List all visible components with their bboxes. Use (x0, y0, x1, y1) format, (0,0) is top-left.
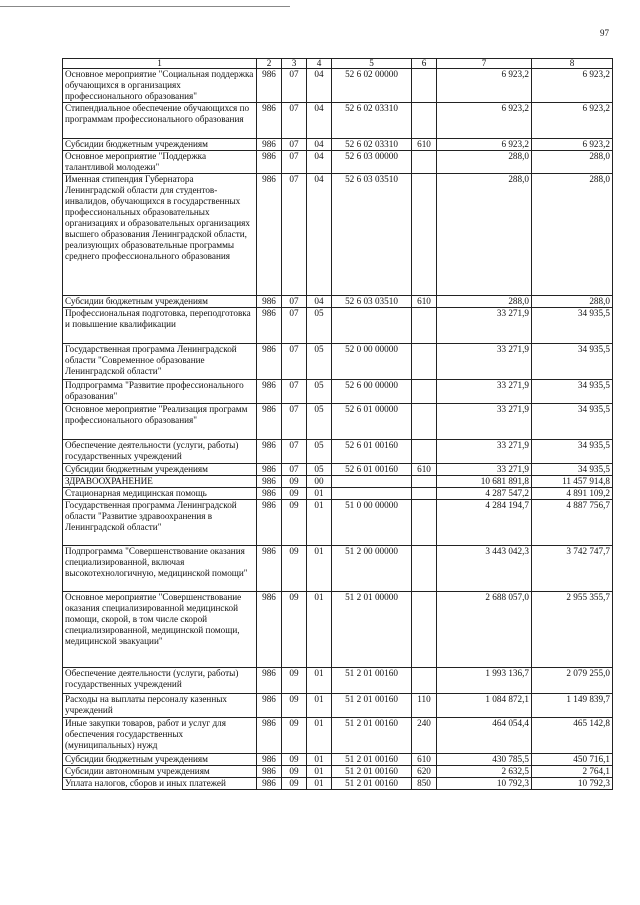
admin-code-cell: 986 (257, 344, 282, 380)
target-article-cell: 52 6 01 00160 (332, 464, 412, 476)
admin-code-cell: 986 (257, 694, 282, 718)
subsection-cell: 04 (307, 69, 332, 103)
section-cell: 07 (282, 69, 307, 103)
admin-code-cell: 986 (257, 404, 282, 440)
target-article-cell: 52 6 02 00000 (332, 69, 412, 103)
table-row (63, 440, 613, 464)
table-row (63, 404, 613, 440)
admin-code-cell: 986 (257, 103, 282, 139)
target-article-cell: 52 6 00 00000 (332, 380, 412, 404)
expense-type-cell (412, 668, 437, 694)
budget-table (62, 58, 613, 790)
row-name-cell: Основное мероприятие "Социальная поддержка обучающихся в организациях профессионального образования" (63, 69, 257, 103)
row-name-cell: Стипендиальное обеспечение обучающихся по программам профессионального образования (63, 103, 257, 139)
admin-code-cell: 986 (257, 546, 282, 592)
target-article-cell (332, 308, 412, 344)
section-cell: 09 (282, 500, 307, 546)
section-cell: 07 (282, 296, 307, 308)
amount-year2-cell: 34 935,5 (532, 464, 613, 476)
row-name-cell: Подпрограмма "Развитие профессионального образования" (63, 380, 257, 404)
row-name-cell: Именная стипендия Губернатора Ленинградской области для студентов-инвалидов, обучающихся в государственных профессиональных образовательных организациях и образовательных организациях высшего образования Ленинградской области, реализующих образовательные программы среднего профессионального образования (63, 174, 257, 296)
amount-year2-cell: 4 891 109,2 (532, 488, 613, 500)
subsection-cell: 05 (307, 404, 332, 440)
target-article-cell (332, 476, 412, 488)
amount-year2-cell: 288,0 (532, 151, 613, 174)
section-cell: 09 (282, 546, 307, 592)
row-name-cell: Государственная программа Ленинградской области "Развитие здравоохранения в Ленинградской области" (63, 500, 257, 546)
target-article-cell: 51 2 01 00160 (332, 668, 412, 694)
amount-year1-cell: 33 271,9 (437, 404, 532, 440)
amount-year2-cell: 1 149 839,7 (532, 694, 613, 718)
amount-year1-cell: 288,0 (437, 151, 532, 174)
amount-year2-cell: 465 142,8 (532, 718, 613, 754)
admin-code-cell: 986 (257, 718, 282, 754)
amount-year2-cell: 2 764,1 (532, 766, 613, 778)
table-row (63, 778, 613, 790)
admin-code-cell: 986 (257, 380, 282, 404)
target-article-cell: 52 6 02 03310 (332, 139, 412, 151)
admin-code-cell: 986 (257, 476, 282, 488)
amount-year1-cell: 10 792,3 (437, 778, 532, 790)
table-row (63, 718, 613, 754)
header-cell: 6 (412, 59, 437, 69)
subsection-cell: 01 (307, 488, 332, 500)
amount-year2-cell: 34 935,5 (532, 308, 613, 344)
section-cell: 09 (282, 668, 307, 694)
expense-type-cell (412, 404, 437, 440)
amount-year1-cell: 33 271,9 (437, 440, 532, 464)
subsection-cell: 01 (307, 694, 332, 718)
subsection-cell: 05 (307, 344, 332, 380)
table-row (63, 308, 613, 344)
header-cell: 8 (532, 59, 613, 69)
amount-year1-cell: 1 084 872,1 (437, 694, 532, 718)
row-name-cell: Иные закупки товаров, работ и услуг для обеспечения государственных (муниципальных) нужд (63, 718, 257, 754)
amount-year1-cell: 6 923,2 (437, 139, 532, 151)
subsection-cell: 01 (307, 668, 332, 694)
row-name-cell: Основное мероприятие "Совершенствование оказания специализированной медицинской помощи, скорой, в том числе скорой специализированной, медицинской помощи, медицинской эвакуации" (63, 592, 257, 668)
row-name-cell: Государственная программа Ленинградской области "Современное образование Ленинградской области" (63, 344, 257, 380)
section-cell: 07 (282, 440, 307, 464)
expense-type-cell (412, 308, 437, 344)
table-row (63, 694, 613, 718)
amount-year1-cell: 3 443 042,3 (437, 546, 532, 592)
header-cell: 3 (282, 59, 307, 69)
subsection-cell: 04 (307, 174, 332, 296)
header-cell: 5 (332, 59, 412, 69)
amount-year2-cell: 34 935,5 (532, 440, 613, 464)
table-row (63, 296, 613, 308)
subsection-cell: 04 (307, 139, 332, 151)
subsection-cell: 01 (307, 766, 332, 778)
row-name-cell: Основное мероприятие "Поддержка талантливой молодежи" (63, 151, 257, 174)
target-article-cell: 51 2 01 00160 (332, 718, 412, 754)
subsection-cell: 04 (307, 151, 332, 174)
row-name-cell: Подпрограмма "Совершенствование оказания специализированной, включая высокотехнологичную, медицинской помощи" (63, 546, 257, 592)
expense-type-cell: 610 (412, 464, 437, 476)
subsection-cell: 01 (307, 778, 332, 790)
target-article-cell: 52 6 01 00000 (332, 404, 412, 440)
expense-type-cell: 110 (412, 694, 437, 718)
top-rule (0, 6, 290, 7)
row-name-cell: Субсидии бюджетным учреждениям (63, 464, 257, 476)
amount-year1-cell: 464 054,4 (437, 718, 532, 754)
target-article-cell: 51 2 01 00160 (332, 778, 412, 790)
row-name-cell: Профессиональная подготовка, переподготовка и повышение квалификации (63, 308, 257, 344)
section-cell: 09 (282, 694, 307, 718)
amount-year2-cell: 34 935,5 (532, 404, 613, 440)
row-name-cell: Субсидии автономным учреждениям (63, 766, 257, 778)
admin-code-cell: 986 (257, 464, 282, 476)
amount-year1-cell: 4 287 547,2 (437, 488, 532, 500)
amount-year2-cell: 450 716,1 (532, 754, 613, 766)
row-name-cell: Субсидии бюджетным учреждениям (63, 754, 257, 766)
amount-year2-cell: 288,0 (532, 174, 613, 296)
target-article-cell: 52 6 01 00160 (332, 440, 412, 464)
target-article-cell: 52 0 00 00000 (332, 344, 412, 380)
row-name-cell: Обеспечение деятельности (услуги, работы) государственных учреждений (63, 668, 257, 694)
table-row (63, 103, 613, 139)
amount-year1-cell: 33 271,9 (437, 380, 532, 404)
admin-code-cell: 986 (257, 668, 282, 694)
table-row (63, 69, 613, 103)
row-name-cell: Основное мероприятие "Реализация программ профессионального образования" (63, 404, 257, 440)
amount-year1-cell: 4 284 194,7 (437, 500, 532, 546)
table-row (63, 592, 613, 668)
header-cell: 1 (63, 59, 257, 69)
subsection-cell: 01 (307, 546, 332, 592)
amount-year2-cell: 2 955 355,7 (532, 592, 613, 668)
header-cell: 4 (307, 59, 332, 69)
table-row (63, 754, 613, 766)
amount-year1-cell: 33 271,9 (437, 464, 532, 476)
expense-type-cell: 610 (412, 754, 437, 766)
expense-type-cell (412, 500, 437, 546)
section-cell: 07 (282, 308, 307, 344)
expense-type-cell: 610 (412, 139, 437, 151)
table-row (63, 464, 613, 476)
row-name-cell: ЗДРАВООХРАНЕНИЕ (63, 476, 257, 488)
amount-year2-cell: 2 079 255,0 (532, 668, 613, 694)
table-row (63, 174, 613, 296)
section-cell: 09 (282, 718, 307, 754)
admin-code-cell: 986 (257, 69, 282, 103)
admin-code-cell: 986 (257, 139, 282, 151)
target-article-cell: 51 0 00 00000 (332, 500, 412, 546)
expense-type-cell (412, 103, 437, 139)
header-cell: 7 (437, 59, 532, 69)
section-cell: 09 (282, 476, 307, 488)
table-row (63, 139, 613, 151)
section-cell: 07 (282, 151, 307, 174)
amount-year2-cell: 4 887 756,7 (532, 500, 613, 546)
row-name-cell: Субсидии бюджетным учреждениям (63, 296, 257, 308)
expense-type-cell (412, 151, 437, 174)
target-article-cell: 52 6 03 00000 (332, 151, 412, 174)
table-row (63, 380, 613, 404)
subsection-cell: 04 (307, 103, 332, 139)
target-article-cell: 51 2 01 00160 (332, 766, 412, 778)
admin-code-cell: 986 (257, 500, 282, 546)
expense-type-cell (412, 440, 437, 464)
subsection-cell: 04 (307, 296, 332, 308)
expense-type-cell: 610 (412, 296, 437, 308)
amount-year1-cell: 2 632,5 (437, 766, 532, 778)
subsection-cell: 00 (307, 476, 332, 488)
admin-code-cell: 986 (257, 754, 282, 766)
header-row (63, 59, 613, 69)
row-name-cell: Расходы на выплаты персоналу казенных учреждений (63, 694, 257, 718)
expense-type-cell (412, 174, 437, 296)
admin-code-cell: 986 (257, 174, 282, 296)
admin-code-cell: 986 (257, 766, 282, 778)
section-cell: 09 (282, 778, 307, 790)
amount-year2-cell: 6 923,2 (532, 103, 613, 139)
expense-type-cell (412, 488, 437, 500)
admin-code-cell: 986 (257, 488, 282, 500)
section-cell: 09 (282, 592, 307, 668)
amount-year1-cell: 288,0 (437, 174, 532, 296)
expense-type-cell (412, 380, 437, 404)
amount-year1-cell: 6 923,2 (437, 69, 532, 103)
table-body (63, 69, 613, 790)
amount-year1-cell: 288,0 (437, 296, 532, 308)
target-article-cell (332, 488, 412, 500)
amount-year1-cell: 33 271,9 (437, 344, 532, 380)
expense-type-cell (412, 344, 437, 380)
subsection-cell: 05 (307, 464, 332, 476)
admin-code-cell: 986 (257, 592, 282, 668)
expense-type-cell (412, 592, 437, 668)
section-cell: 07 (282, 139, 307, 151)
amount-year1-cell: 2 688 057,0 (437, 592, 532, 668)
amount-year1-cell: 430 785,5 (437, 754, 532, 766)
table-row (63, 668, 613, 694)
expense-type-cell: 620 (412, 766, 437, 778)
amount-year1-cell: 33 271,9 (437, 308, 532, 344)
table-row (63, 151, 613, 174)
row-name-cell: Стационарная медицинская помощь (63, 488, 257, 500)
expense-type-cell (412, 69, 437, 103)
expense-type-cell (412, 476, 437, 488)
subsection-cell: 05 (307, 440, 332, 464)
target-article-cell: 51 2 01 00000 (332, 592, 412, 668)
header-cell: 2 (257, 59, 282, 69)
admin-code-cell: 986 (257, 778, 282, 790)
expense-type-cell (412, 546, 437, 592)
amount-year1-cell: 1 993 136,7 (437, 668, 532, 694)
page-number: 97 (600, 28, 609, 38)
amount-year1-cell: 10 681 891,8 (437, 476, 532, 488)
admin-code-cell: 986 (257, 308, 282, 344)
table-row (63, 500, 613, 546)
amount-year2-cell: 3 742 747,7 (532, 546, 613, 592)
section-cell: 07 (282, 174, 307, 296)
target-article-cell: 52 6 03 03510 (332, 174, 412, 296)
section-cell: 09 (282, 754, 307, 766)
subsection-cell: 01 (307, 592, 332, 668)
amount-year2-cell: 34 935,5 (532, 344, 613, 380)
admin-code-cell: 986 (257, 151, 282, 174)
amount-year2-cell: 11 457 914,8 (532, 476, 613, 488)
section-cell: 09 (282, 766, 307, 778)
section-cell: 07 (282, 404, 307, 440)
amount-year2-cell: 6 923,2 (532, 139, 613, 151)
table-row (63, 476, 613, 488)
target-article-cell: 51 2 00 00000 (332, 546, 412, 592)
amount-year2-cell: 34 935,5 (532, 380, 613, 404)
admin-code-cell: 986 (257, 440, 282, 464)
amount-year2-cell: 10 792,3 (532, 778, 613, 790)
target-article-cell: 52 6 02 03310 (332, 103, 412, 139)
amount-year2-cell: 6 923,2 (532, 69, 613, 103)
amount-year1-cell: 6 923,2 (437, 103, 532, 139)
section-cell: 07 (282, 380, 307, 404)
expense-type-cell: 850 (412, 778, 437, 790)
table-row (63, 344, 613, 380)
row-name-cell: Субсидии бюджетным учреждениям (63, 139, 257, 151)
section-cell: 07 (282, 344, 307, 380)
subsection-cell: 01 (307, 718, 332, 754)
subsection-cell: 05 (307, 380, 332, 404)
target-article-cell: 51 2 01 00160 (332, 694, 412, 718)
target-article-cell: 52 6 03 03510 (332, 296, 412, 308)
row-name-cell: Обеспечение деятельности (услуги, работы) государственных учреждений (63, 440, 257, 464)
amount-year2-cell: 288,0 (532, 296, 613, 308)
subsection-cell: 01 (307, 500, 332, 546)
row-name-cell: Уплата налогов, сборов и иных платежей (63, 778, 257, 790)
section-cell: 07 (282, 103, 307, 139)
expense-type-cell: 240 (412, 718, 437, 754)
section-cell: 07 (282, 464, 307, 476)
target-article-cell: 51 2 01 00160 (332, 754, 412, 766)
section-cell: 09 (282, 488, 307, 500)
subsection-cell: 05 (307, 308, 332, 344)
admin-code-cell: 986 (257, 296, 282, 308)
table-row (63, 488, 613, 500)
subsection-cell: 01 (307, 754, 332, 766)
table-row (63, 766, 613, 778)
table-row (63, 546, 613, 592)
